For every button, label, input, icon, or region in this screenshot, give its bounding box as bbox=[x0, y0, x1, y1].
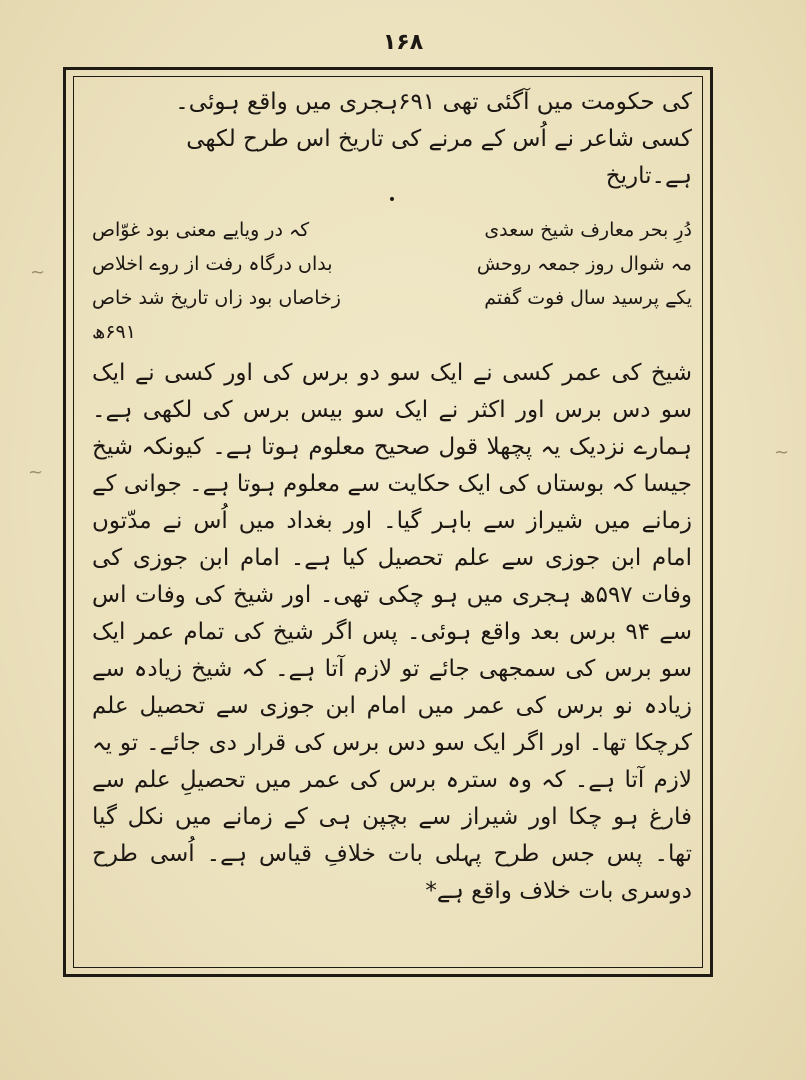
text-line: کی حکومت میں آگئی تھی ۶۹۱ہجری میں واقع ہوئی۔ bbox=[175, 89, 692, 115]
margin-mark: ~ bbox=[28, 462, 44, 483]
hemistich: بداں درگاہ رفت از روے اخلاص bbox=[92, 253, 333, 275]
page-text bbox=[92, 84, 692, 910]
couplet bbox=[92, 247, 692, 281]
hemistich: کہ در ویایے معنی بود غوّاص bbox=[92, 219, 310, 241]
margin-mark: ~ bbox=[30, 262, 46, 283]
hemistich: زخاصاں بود زاں تاریخ شد خاص ۶۹۱ھ bbox=[92, 287, 341, 343]
margin-mark: ~ bbox=[774, 442, 790, 463]
dot-ornament: • bbox=[387, 192, 397, 208]
text-line: ہے۔تاریخ bbox=[605, 163, 692, 189]
hemistich: یکے پرسید سال فوت گفتم bbox=[484, 287, 692, 309]
hemistich: دُرِ بحر معارف شیخ سعدی bbox=[484, 219, 692, 241]
couplet bbox=[92, 213, 692, 247]
hemistich: مہ شوال روز جمعہ روحش bbox=[476, 253, 692, 275]
couplet bbox=[92, 281, 692, 349]
body-paragraph: شیخ کی عمر کسی نے ایک سو دو برس کی اور کسی نے ایک سو دس برس اور اکثر نے ایک سو بیس برس کی لکھی ہے۔ ہمارے نزدیک یہ پچھلا قول صحیح معلوم ہوتا ہے۔ کیونکہ شیخ جیسا کہ بوستاں کی ایک حکایت سے معلوم ہوتا ہے۔ جوانی کے زمانے میں شیراز سے باہر گیا۔ اور بغداد میں اُس نے مدّتوں امام ابن جوزی سے علم تحصیل کیا ہے۔ امام ابن جوزی کی وفات ۵۹۷ھ ہجری میں ہو چکی تھی۔ اور شیخ کی وفات اس سے ۹۴ برس بعد واقع ہوئی۔ پس اگر شیخ کی تمام عمر ایک سو برس کی سمجھی جائے تو لازم آتا ہے۔ کہ شیخ زیادہ سے زیادہ نو برس کی عمر میں امام ابن جوزی سے تحصیل علم کرچکا تھا۔ اور اگر ایک سو دس برس کی قرار دی جائے۔ تو یہ لازم آتا ہے۔ کہ وہ سترہ برس کی عمر میں تحصیلِ علم سے فارغ ہو چکا اور شیراز سے بچپن ہی کے زمانے میں نکل گیا تھا۔ پس جس طرح پہلی بات خلافِ قیاس ہے۔ اُسی طرح دوسری بات خلاف واقع ہے* bbox=[92, 360, 692, 904]
page-number: ۱۶۸ bbox=[382, 30, 424, 55]
poem-couplets bbox=[92, 213, 692, 349]
text-line: کسی شاعر نے اُس کے مرنے کی تاریخ اس طرح لکھی bbox=[186, 126, 692, 152]
